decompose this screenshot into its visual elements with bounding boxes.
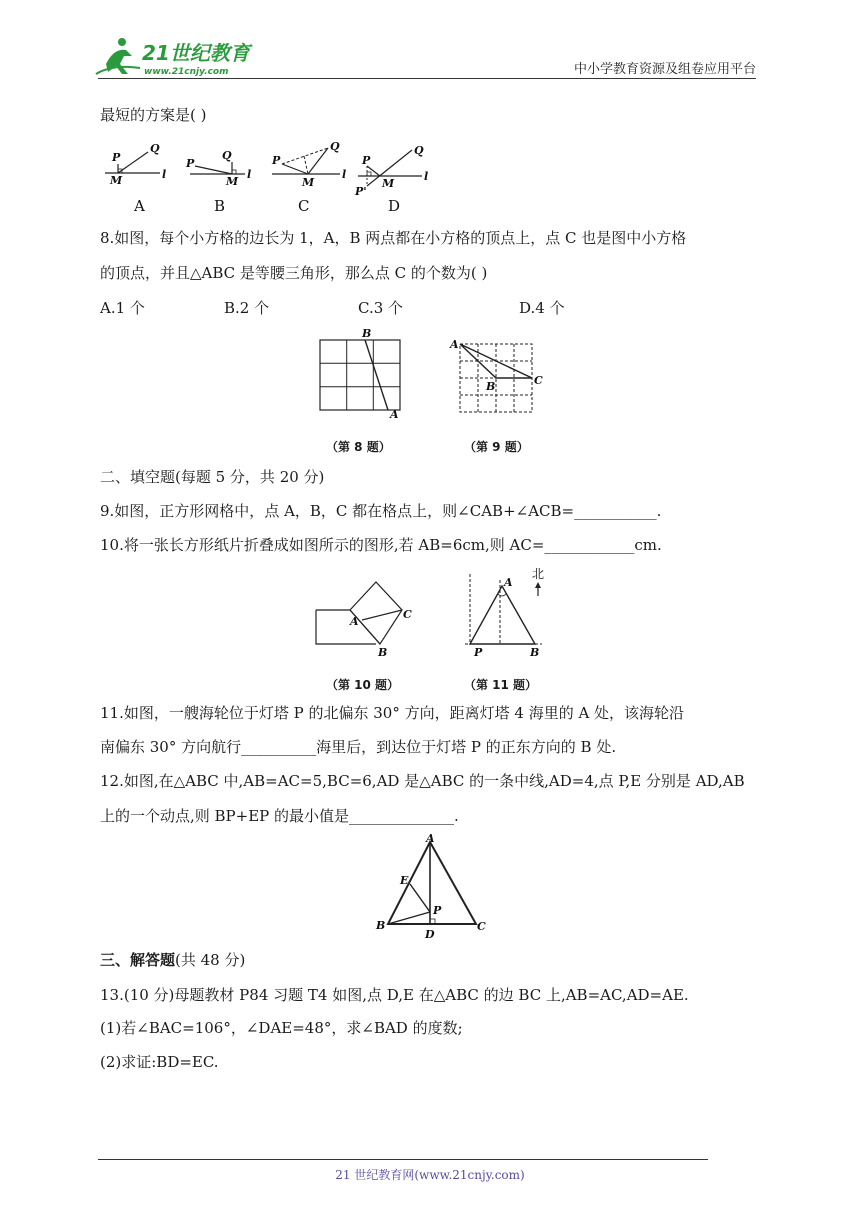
label-a: A bbox=[450, 338, 459, 351]
q7-figure-d bbox=[354, 144, 428, 215]
label-m: M bbox=[226, 175, 239, 188]
q7-tail: 最短的方案是( ) bbox=[100, 106, 207, 124]
label-c: C bbox=[534, 374, 543, 387]
label-p: P bbox=[474, 646, 483, 659]
q7-figure-c bbox=[271, 140, 346, 215]
option-b-label: B bbox=[214, 197, 226, 215]
north-label: 北 bbox=[532, 567, 545, 581]
platform-name: 中小学教育资源及组卷应用平台 bbox=[573, 62, 756, 77]
label-a: A bbox=[390, 408, 399, 421]
logo-text: 21世纪教育 bbox=[142, 41, 250, 65]
option-c-label: C bbox=[298, 197, 310, 215]
q12-line-2: 上的一个动点,则 BP+EP 的最小值是______________. bbox=[100, 807, 459, 825]
figure-11-bearing bbox=[465, 567, 544, 659]
q12-line-1: 12.如图,在△ABC 中,AB=AC=5,BC=6,AD 是△ABC 的一条中线,AD=4,点 P,E 分别是 AD,AB bbox=[100, 772, 745, 790]
q8-line-2: 的顶点，并且△ABC 是等腰三角形，那么点 C 的个数为( ) bbox=[100, 264, 488, 282]
q7-figures bbox=[100, 140, 440, 218]
label-p: P bbox=[433, 904, 442, 917]
label-p: P bbox=[186, 157, 195, 170]
runner-logo-icon bbox=[96, 38, 140, 74]
fig11-caption: （第 11 题） bbox=[464, 678, 538, 692]
q7-figure-a bbox=[105, 142, 166, 215]
option-d-label: D bbox=[388, 197, 401, 215]
label-q: Q bbox=[150, 142, 160, 155]
label-b: B bbox=[378, 646, 388, 659]
q13-line-1: 13.(10 分)母题教材 P84 习题 T4 如图,点 D,E 在△ABC 的边 BC 上,AB=AC,AD=AE. bbox=[100, 986, 689, 1004]
q11-line-2: 南偏东 30° 方向航行__________海里后，到达位于灯塔 P 的正东方向的 B 处. bbox=[100, 738, 617, 756]
label-a: A bbox=[504, 576, 513, 589]
label-l: l bbox=[162, 168, 167, 181]
q7-figure-b bbox=[185, 149, 251, 215]
section-3-title: 三、解答题 bbox=[100, 951, 176, 969]
figure-9-grid bbox=[449, 338, 543, 412]
label-q: Q bbox=[222, 149, 232, 162]
label-c: C bbox=[403, 608, 412, 621]
label-b: B bbox=[376, 919, 386, 932]
q8-option-b: B.2 个 bbox=[224, 299, 270, 317]
figure-12 bbox=[368, 832, 492, 944]
q8-line-1: 8.如图，每个小方格的边长为 1，A，B 两点都在小方格的顶点上，点 C 也是图中小方格 bbox=[100, 229, 687, 247]
label-l: l bbox=[342, 168, 347, 181]
label-a: A bbox=[350, 615, 359, 628]
label-q: Q bbox=[414, 144, 424, 157]
label-m: M bbox=[110, 174, 123, 187]
label-b: B bbox=[530, 646, 540, 659]
q13-line-3: (2)求证:BD=EC. bbox=[100, 1053, 219, 1071]
label-q: Q bbox=[330, 140, 340, 153]
section-3-heading bbox=[100, 949, 245, 971]
footer-divider bbox=[98, 1159, 708, 1160]
q11-line-1: 11.如图，一艘海轮位于灯塔 P 的北偏东 30° 方向，距离灯塔 4 海里的 A 处，该海轮沿 bbox=[100, 704, 685, 722]
label-b: B bbox=[362, 327, 372, 340]
fig8-caption: （第 8 题） bbox=[326, 440, 391, 454]
label-p: P bbox=[112, 151, 121, 164]
q8-option-c: C.3 个 bbox=[358, 299, 404, 317]
label-p-prime: P' bbox=[355, 185, 367, 198]
q13-line-2: (1)若∠BAC=106°，∠DAE=48°，求∠BAD 的度数; bbox=[100, 1019, 463, 1037]
label-l: l bbox=[247, 168, 252, 181]
fig9-caption: （第 9 题） bbox=[464, 440, 529, 454]
fig10-caption: （第 10 题） bbox=[326, 678, 400, 692]
q8-option-a: A.1 个 bbox=[100, 299, 145, 317]
label-p: P bbox=[272, 154, 281, 167]
label-e: E bbox=[400, 874, 409, 887]
q9-text: 9.如图，正方形网格中，点 A，B，C 都在格点上，则∠CAB+∠ACB=___________. bbox=[100, 502, 662, 520]
label-b: B bbox=[486, 380, 496, 393]
label-a: A bbox=[426, 832, 435, 845]
q10-text: 10.将一张长方形纸片折叠成如图所示的图形,若 AB=6cm,则 AC=____________cm. bbox=[100, 536, 662, 554]
label-p: P bbox=[362, 154, 371, 167]
label-m: M bbox=[302, 176, 315, 189]
figures-8-9 bbox=[310, 326, 560, 426]
label-d: D bbox=[425, 928, 435, 941]
footer-text[interactable]: 21 世纪教育网(www.21cnjy.com) bbox=[335, 1168, 525, 1182]
section-2-title: 二、填空题(每题 5 分，共 20 分) bbox=[100, 468, 325, 486]
option-a-label: A bbox=[134, 197, 145, 215]
header-divider bbox=[98, 78, 756, 79]
site-logo bbox=[92, 34, 262, 80]
label-c: C bbox=[477, 920, 486, 933]
label-l: l bbox=[424, 170, 429, 183]
label-m: M bbox=[382, 177, 395, 190]
figures-10-11 bbox=[310, 566, 560, 662]
q8-option-d: D.4 个 bbox=[519, 299, 565, 317]
section-3-score: (共 48 分) bbox=[175, 951, 246, 969]
figure-8-grid bbox=[320, 327, 400, 421]
figure-10-fold bbox=[316, 582, 412, 659]
logo-url: www.21cnjy.com bbox=[144, 67, 229, 77]
